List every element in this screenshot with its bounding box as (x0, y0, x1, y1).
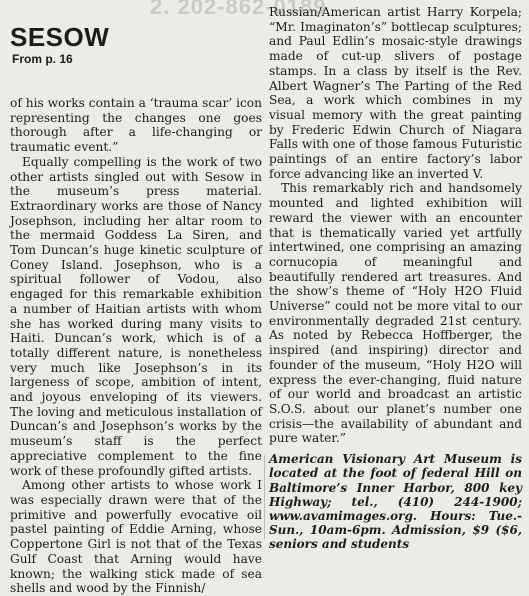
headline: SESOW (10, 22, 110, 52)
paragraph: of his works contain a ‘trauma scar’ icon representing the changes one goes thorough after a life-changing or traumatic event.” (10, 96, 262, 155)
paragraph: Russian/American artist Harry Korpela; “Mr. Imaginaton’s” bottlecap sculptures; and Paul Edlin’s mosaic-style drawings made of cut-up slivers of postage stamps. In a class by itself is the Rev. Albert Wagner’s The Parting of the Red Sea, a work which combines in my visual memory with the great painting by Frederic Edwin Church of Niagara Falls with one of those famous Futuristic paintings of an entire factory’s labor force advancing like an inverted V. (269, 5, 522, 181)
paragraph: This remarkably rich and handsomely mounted and lighted exhibition will reward the viewer with an encounter that is thematically varied yet artfully intertwined, one comprising an amazing cornucopia of meaningful and beautifully rendered art treasures. And the show’s theme of “Holy H2O Fluid Universe” could not be more vital to our environmentally degraded 21st century. As noted by Rebecca Hoffberger, the inspired (and inspiring) director and founder of the museum, “Holy H2O will express the ever-changing, fluid nature of our world and broadcast an artistic S.O.S. about our planet’s number one crisis—the availability of abundant and pure water.” (269, 181, 522, 446)
jump-line: From p. 16 (12, 52, 73, 66)
bleed-through-text: 2. 202-862-0189 (150, 0, 327, 18)
right-column (269, 5, 522, 552)
museum-info: American Visionary Art Museum is located at the foot of federal Hill on Baltimore’s Inner Harbor, 800 key Highway; tel., (410) 244-1900; www.avamimages.org. Hours: Tue.-Sun., 10am-6pm. Admission, $9 ($6, seniors and students (269, 452, 522, 552)
paragraph: Equally compelling is the work of two other artists singled out with Sesow in the museum’s press material. Extraordinary works are those of Nancy Josephson, including her altar room to the mermaid Goddess La Siren, and Tom Duncan’s huge kinetic sculpture of Coney Island. Josephson, who is a spiritual follower of Vodou, also engaged for this remarkable exhibition a number of Haitian artists with whom she has worked during many visits to Haiti. Duncan’s work, which is of a totally different nature, is nonetheless very much like Josephson’s in its largeness of scope, ambition of intent, and joyous enveloping of its viewers. The loving and meticulous installation of Duncan’s and Josephson’s works by the museum’s staff is the perfect appreciative complement to the fine work of these profoundly gifted artists. (10, 154, 262, 478)
column-divider (264, 455, 265, 539)
left-column (10, 24, 262, 596)
paragraph: Among other artists to whose work I was especially drawn were that of the primitive and powerfully evocative oil pastel painting of Eddie Arning, whose Coppertone Girl is not that of the Texas Gulf Coast that Arning would have known; the walking stick made of sea shells and wood by the Finnish/ (10, 478, 262, 596)
column-gap (10, 66, 262, 96)
